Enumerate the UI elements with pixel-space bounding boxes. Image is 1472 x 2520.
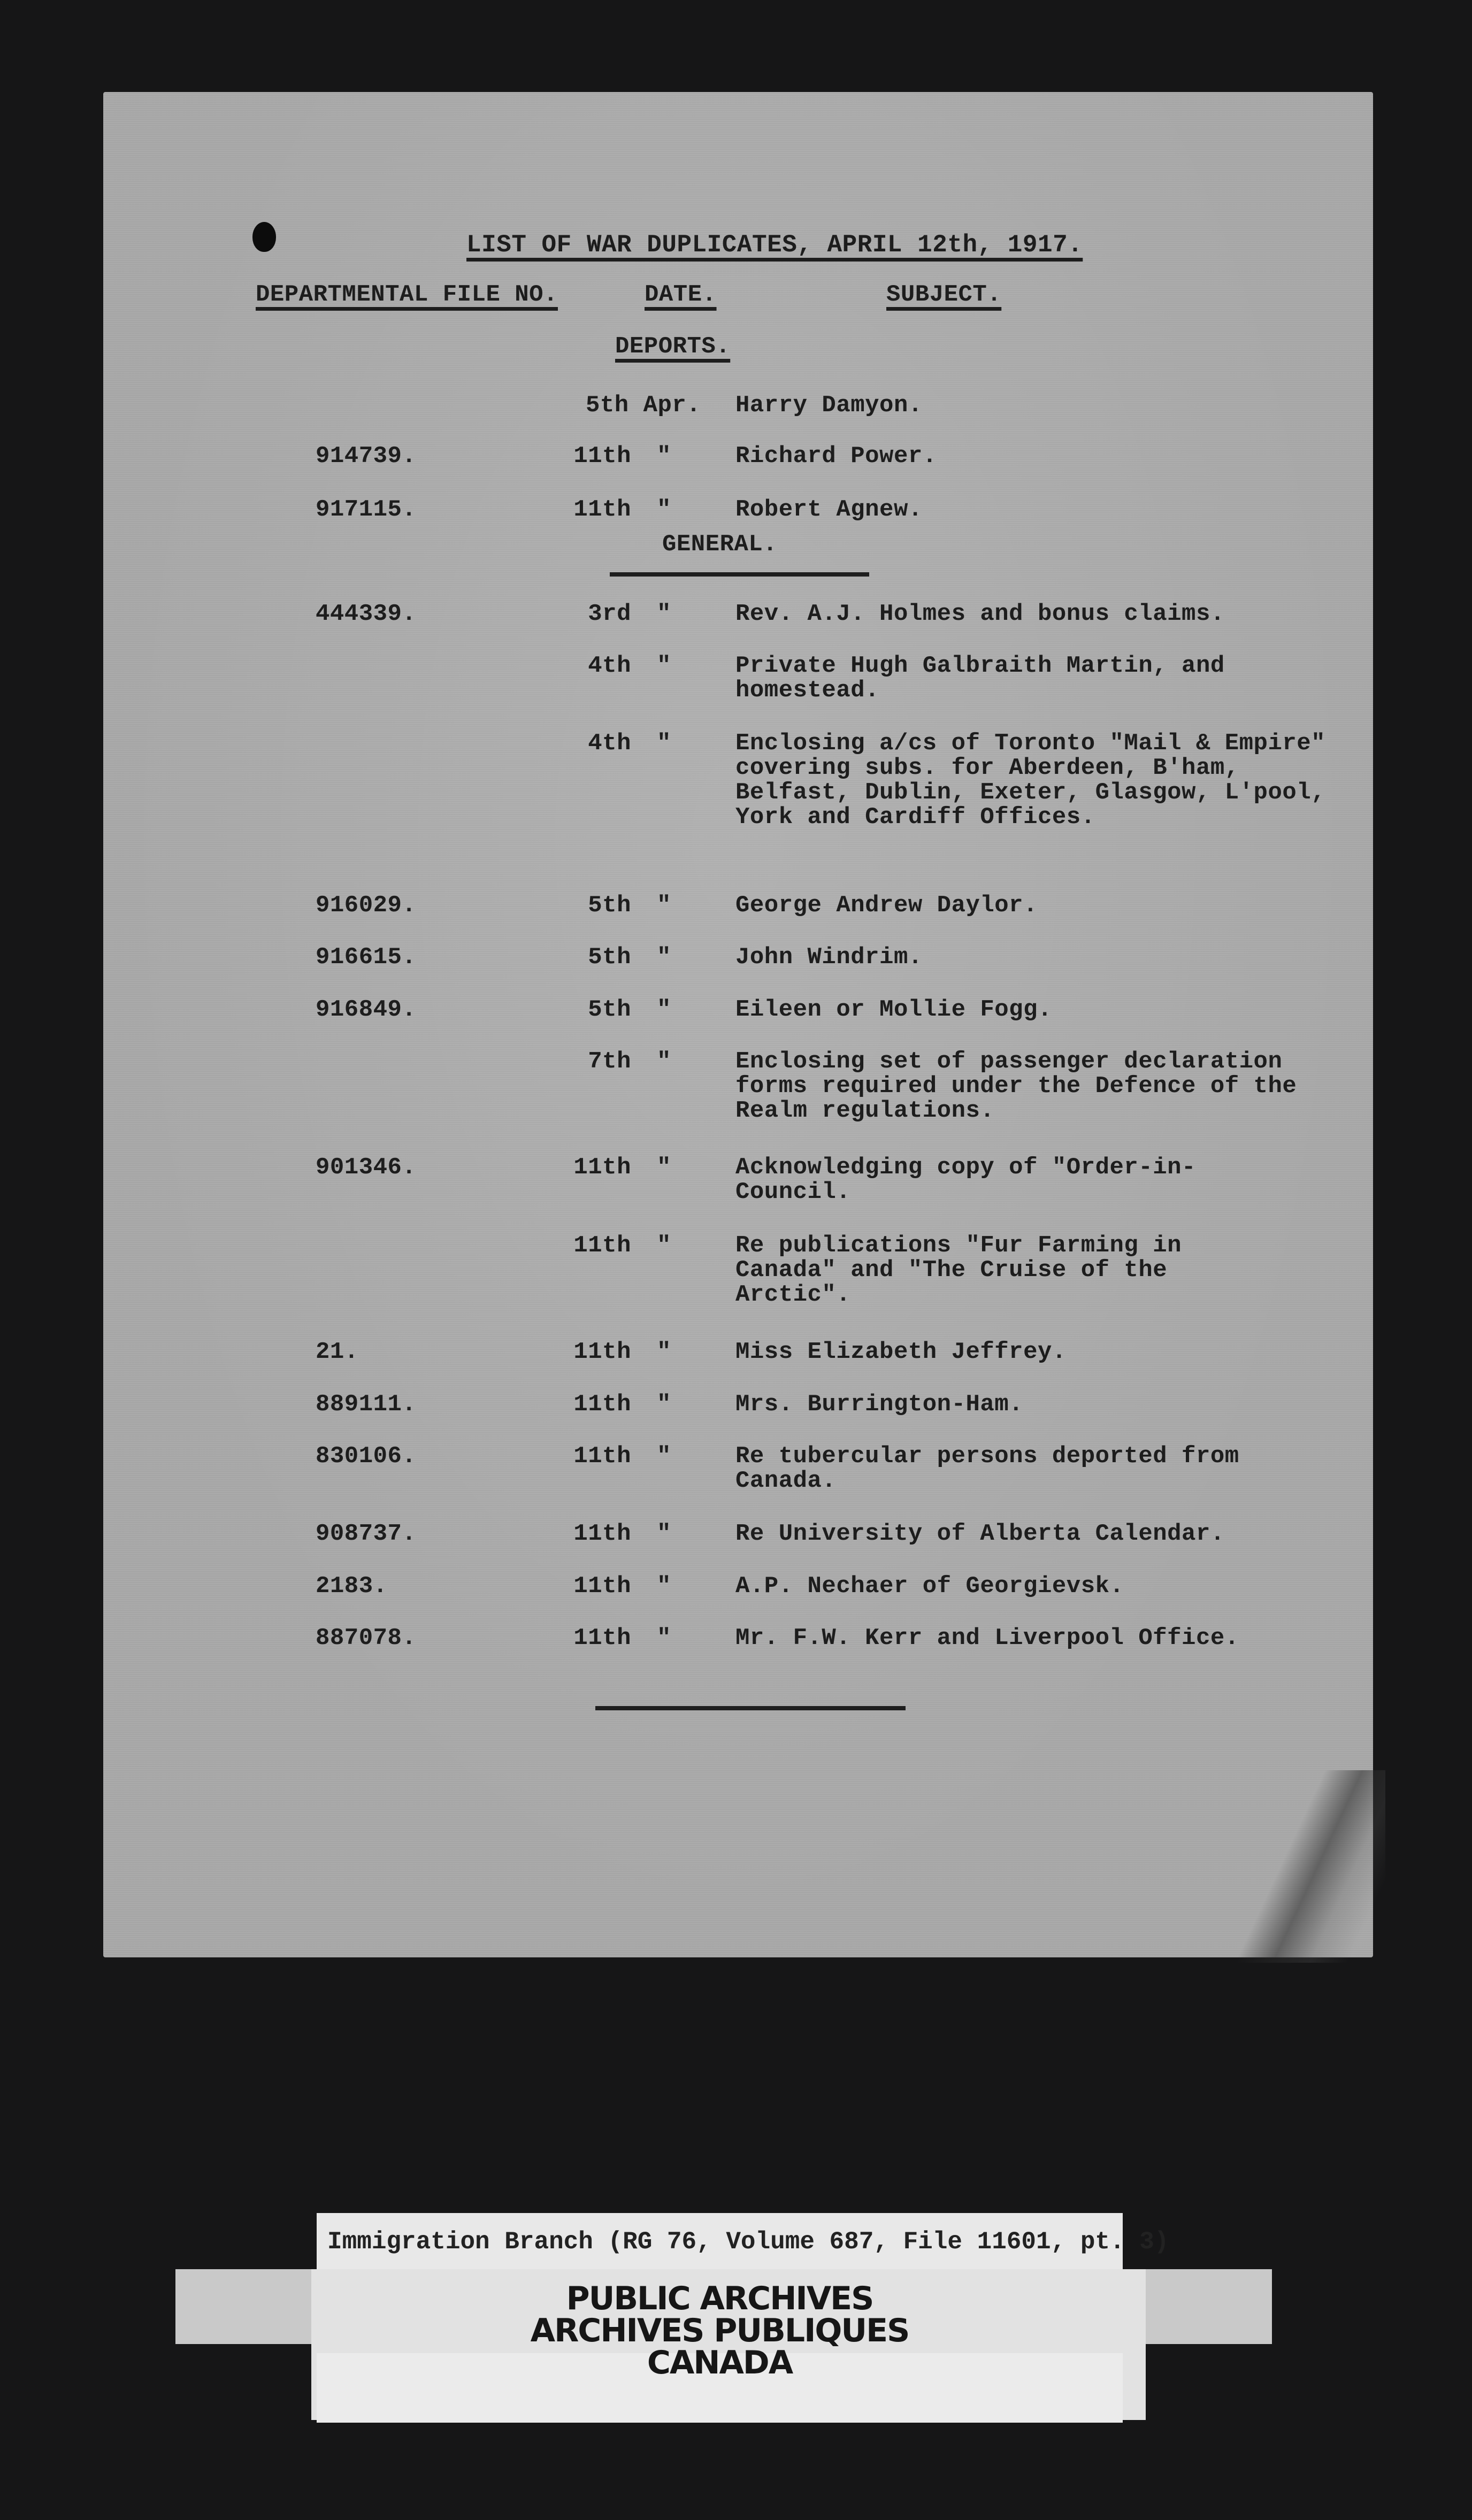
file-number: 916615. bbox=[316, 944, 417, 971]
file-number: 917115. bbox=[316, 496, 417, 523]
ditto-mark: " bbox=[657, 1573, 671, 1600]
entry-subject: Re publications "Fur Farming in Canada" and "The Cruise of the Arctic". bbox=[735, 1232, 1182, 1308]
entry-date: 11th bbox=[573, 1625, 631, 1651]
entry-date: 4th bbox=[588, 730, 631, 757]
entry-date: 7th bbox=[588, 1048, 631, 1075]
archive-stamp-text bbox=[317, 2280, 1123, 2381]
ditto-mark: " bbox=[657, 1232, 671, 1259]
entry-subject: A.P. Nechaer of Georgievsk. bbox=[735, 1573, 1124, 1600]
section-divider bbox=[610, 572, 869, 577]
file-number: 908737. bbox=[316, 1520, 417, 1547]
entry-date: 5th Apr. bbox=[586, 392, 701, 419]
file-number: 887078. bbox=[316, 1625, 417, 1651]
stamp-line: ARCHIVES PUBLIQUES bbox=[530, 2312, 909, 2349]
entry-subject: Re tubercular persons deported from Canada. bbox=[735, 1443, 1239, 1494]
entry-date: 11th bbox=[573, 1232, 631, 1259]
entry-date: 4th bbox=[588, 652, 631, 679]
ditto-mark: " bbox=[657, 892, 671, 919]
entry-subject: Robert Agnew. bbox=[735, 496, 923, 523]
entry-subject: Re University of Alberta Calendar. bbox=[735, 1520, 1225, 1547]
file-number: 889111. bbox=[316, 1391, 417, 1418]
document-title: LIST OF WAR DUPLICATES, APRIL 12th, 1917. bbox=[466, 231, 1083, 259]
file-number: 21. bbox=[316, 1339, 359, 1365]
entry-subject: Rev. A.J. Holmes and bonus claims. bbox=[735, 601, 1225, 627]
ditto-mark: " bbox=[657, 496, 671, 523]
file-number: 444339. bbox=[316, 601, 417, 627]
ditto-mark: " bbox=[657, 1625, 671, 1651]
entry-date: 3rd bbox=[588, 601, 631, 627]
ditto-mark: " bbox=[657, 944, 671, 971]
entry-subject: John Windrim. bbox=[735, 944, 923, 971]
entry-date: 11th bbox=[573, 1339, 631, 1365]
ditto-mark: " bbox=[657, 601, 671, 627]
ditto-mark: " bbox=[657, 443, 671, 470]
entry-date: 5th bbox=[588, 944, 631, 971]
entry-date: 11th bbox=[573, 1391, 631, 1418]
file-number: 916029. bbox=[316, 892, 417, 919]
ditto-mark: " bbox=[657, 1443, 671, 1470]
file-number: 916849. bbox=[316, 996, 417, 1023]
file-number: 914739. bbox=[316, 443, 417, 470]
entry-subject: Mr. F.W. Kerr and Liverpool Office. bbox=[735, 1625, 1239, 1651]
ditto-mark: " bbox=[657, 730, 671, 757]
archive-reference-strip bbox=[317, 2213, 1169, 2277]
page-fold-shadow bbox=[1225, 1770, 1385, 1963]
section-heading-general: GENERAL. bbox=[662, 531, 778, 558]
entry-subject: Harry Damyon. bbox=[735, 392, 923, 419]
entry-subject: Eileen or Mollie Fogg. bbox=[735, 996, 1052, 1023]
column-header-date: DATE. bbox=[645, 281, 717, 308]
entry-subject: Enclosing set of passenger declaration forms required under the Defence of the Realm regulations. bbox=[735, 1048, 1297, 1124]
document-page bbox=[103, 92, 1373, 1957]
file-number: 901346. bbox=[316, 1154, 417, 1181]
entry-date: 11th bbox=[573, 443, 631, 470]
file-number: 830106. bbox=[316, 1443, 417, 1470]
stamp-line: CANADA bbox=[647, 2344, 793, 2381]
ditto-mark: " bbox=[657, 652, 671, 679]
punch-hole bbox=[252, 222, 276, 252]
entry-date: 11th bbox=[573, 1520, 631, 1547]
ditto-mark: " bbox=[657, 1048, 671, 1075]
entry-subject: Mrs. Burrington-Ham. bbox=[735, 1391, 1024, 1418]
file-number: 2183. bbox=[316, 1573, 388, 1600]
entry-date: 5th bbox=[588, 996, 631, 1023]
column-header-file-no: DEPARTMENTAL FILE NO. bbox=[256, 281, 558, 308]
ditto-mark: " bbox=[657, 1154, 671, 1181]
entry-date: 11th bbox=[573, 1154, 631, 1181]
entry-date: 5th bbox=[588, 892, 631, 919]
entry-subject: Richard Power. bbox=[735, 443, 937, 470]
ditto-mark: " bbox=[657, 1520, 671, 1547]
entry-subject: Private Hugh Galbraith Martin, and homestead. bbox=[735, 652, 1225, 704]
entry-date: 11th bbox=[573, 1573, 631, 1600]
section-heading-deports: DEPORTS. bbox=[615, 333, 731, 360]
ditto-mark: " bbox=[657, 996, 671, 1023]
ditto-mark: " bbox=[657, 1391, 671, 1418]
entry-subject: Miss Elizabeth Jeffrey. bbox=[735, 1339, 1067, 1365]
closing-rule bbox=[595, 1706, 906, 1710]
entry-date: 11th bbox=[573, 1443, 631, 1470]
entry-subject: George Andrew Daylor. bbox=[735, 892, 1038, 919]
entry-subject: Enclosing a/cs of Toronto "Mail & Empire" covering subs. for Aberdeen, B'ham, Belfast, Dublin, Exeter, Glasgow, L'pool, York and Cardiff Offices. bbox=[735, 730, 1326, 831]
archive-reference: Immigration Branch (RG 76, Volume 687, File 11601, pt. 3) bbox=[327, 2228, 1169, 2256]
stamp-line: PUBLIC ARCHIVES bbox=[566, 2280, 873, 2317]
entry-date: 11th bbox=[573, 496, 631, 523]
entry-subject: Acknowledging copy of "Order-in-Council. bbox=[735, 1154, 1196, 1205]
column-header-subject: SUBJECT. bbox=[886, 281, 1002, 308]
ditto-mark: " bbox=[657, 1339, 671, 1365]
